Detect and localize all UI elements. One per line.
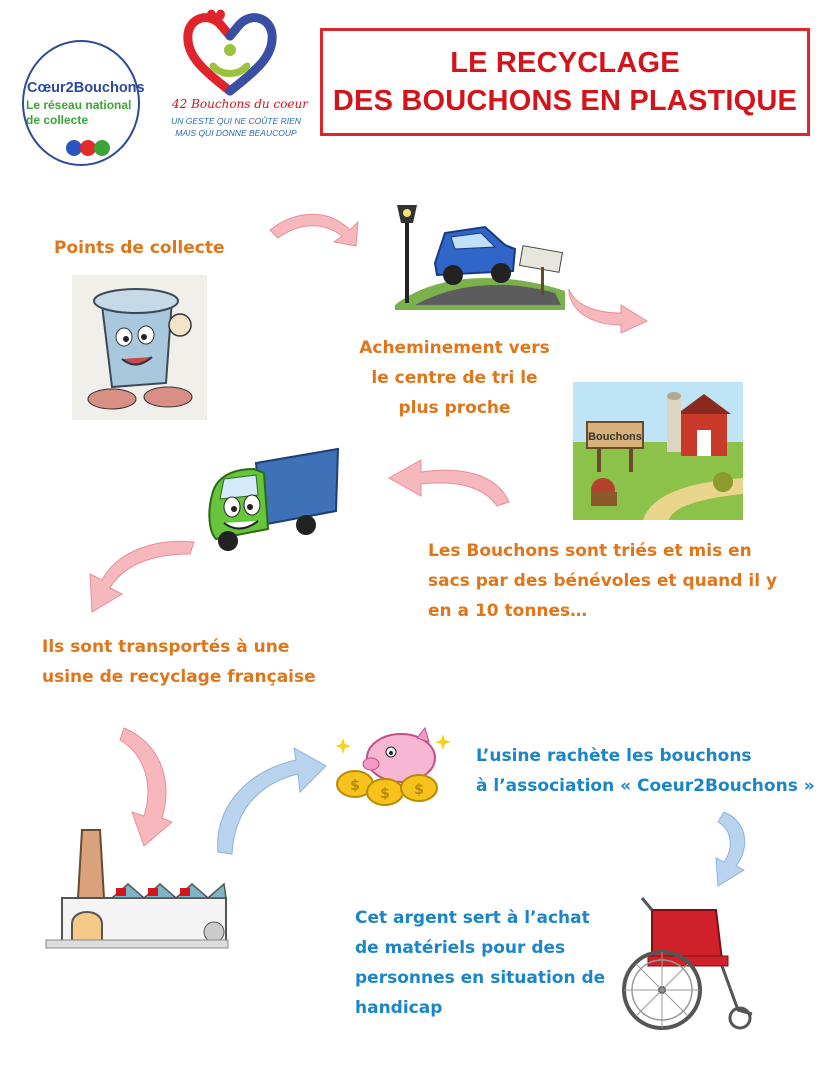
coeur2bouchons-tagline-line2: de collecte xyxy=(26,113,89,127)
flow-arrow-1 xyxy=(266,200,366,250)
wheelchair-illustration xyxy=(612,890,757,1035)
step-collect-text xyxy=(54,233,225,263)
step-purchase-line3: personnes en situation de xyxy=(355,968,606,988)
bouchons-du-coeur-name: 42 Bouchons du coeur xyxy=(172,97,308,111)
page-title-line1: LE RECYCLAGE xyxy=(450,47,680,79)
step-buyback-line2: à l’association « Coeur2Bouchons » xyxy=(476,776,815,796)
bouchons-du-coeur-tagline xyxy=(152,115,320,139)
step-sorting-line1: Les Bouchons sont triés et mis en xyxy=(428,541,752,561)
step-transport-center-text xyxy=(357,333,552,423)
step-purchase-line2: de matériels pour des xyxy=(355,938,566,958)
step-transport-center-line2: le centre de tri le xyxy=(371,368,538,388)
coeur2bouchons-logo-name: Cœur2Bouchons xyxy=(27,80,145,96)
flow-arrow-2 xyxy=(565,283,665,338)
step-sorting-line3: en a 10 tonnes… xyxy=(428,601,588,621)
step-to-factory-line2: usine de recyclage française xyxy=(42,667,316,687)
step-sorting-line2: sacs par des bénévoles et quand il y xyxy=(428,571,778,591)
green-truck-illustration xyxy=(202,445,340,553)
piggy-bank-coins-illustration xyxy=(325,720,465,810)
page-title-line2: DES BOUCHONS EN PLASTIQUE xyxy=(332,85,798,117)
bouchons-du-coeur-tagline-line1: UN GESTE QUI NE COÛTE RIEN xyxy=(171,116,301,126)
step-to-factory-line1: Ils sont transportés à une xyxy=(42,637,290,657)
bouchons-du-coeur-tagline-line2: MAIS QUI DONNE BEAUCOUP xyxy=(175,128,297,138)
flow-arrow-6 xyxy=(212,742,332,862)
page-title-box xyxy=(320,28,810,136)
svg-text:$: $ xyxy=(414,782,424,798)
bottle-caps-icon xyxy=(60,136,116,160)
coeur2bouchons-tagline-line1: Le réseau national xyxy=(26,98,132,112)
coeur2bouchons-logo-tagline xyxy=(26,98,136,128)
flow-arrow-3 xyxy=(385,452,515,512)
farm-sorting-illustration xyxy=(573,382,743,520)
step-collect-line1: Points de collecte xyxy=(54,238,225,258)
car-on-road-illustration xyxy=(375,193,570,310)
factory-illustration xyxy=(42,828,232,966)
step-purchase-line4: handicap xyxy=(355,998,443,1018)
flow-arrow-4 xyxy=(78,536,198,616)
trash-bin-mascot-illustration xyxy=(72,275,207,420)
step-buyback-text xyxy=(476,741,815,801)
step-transport-center-line3: plus proche xyxy=(398,398,511,418)
step-transport-center-line1: Acheminement vers xyxy=(359,338,550,358)
farm-sign-label: Bouchons xyxy=(588,431,642,443)
svg-text:$: $ xyxy=(380,786,390,802)
step-to-factory-text xyxy=(42,632,316,692)
step-buyback-line1: L’usine rachète les bouchons xyxy=(476,746,752,766)
hearts-logo-icon xyxy=(180,6,280,96)
svg-text:$: $ xyxy=(350,778,360,794)
flow-arrow-7 xyxy=(710,808,760,890)
step-sorting-text xyxy=(428,536,777,626)
step-purchase-text xyxy=(355,903,605,1023)
step-purchase-line1: Cet argent sert à l’achat xyxy=(355,908,590,928)
